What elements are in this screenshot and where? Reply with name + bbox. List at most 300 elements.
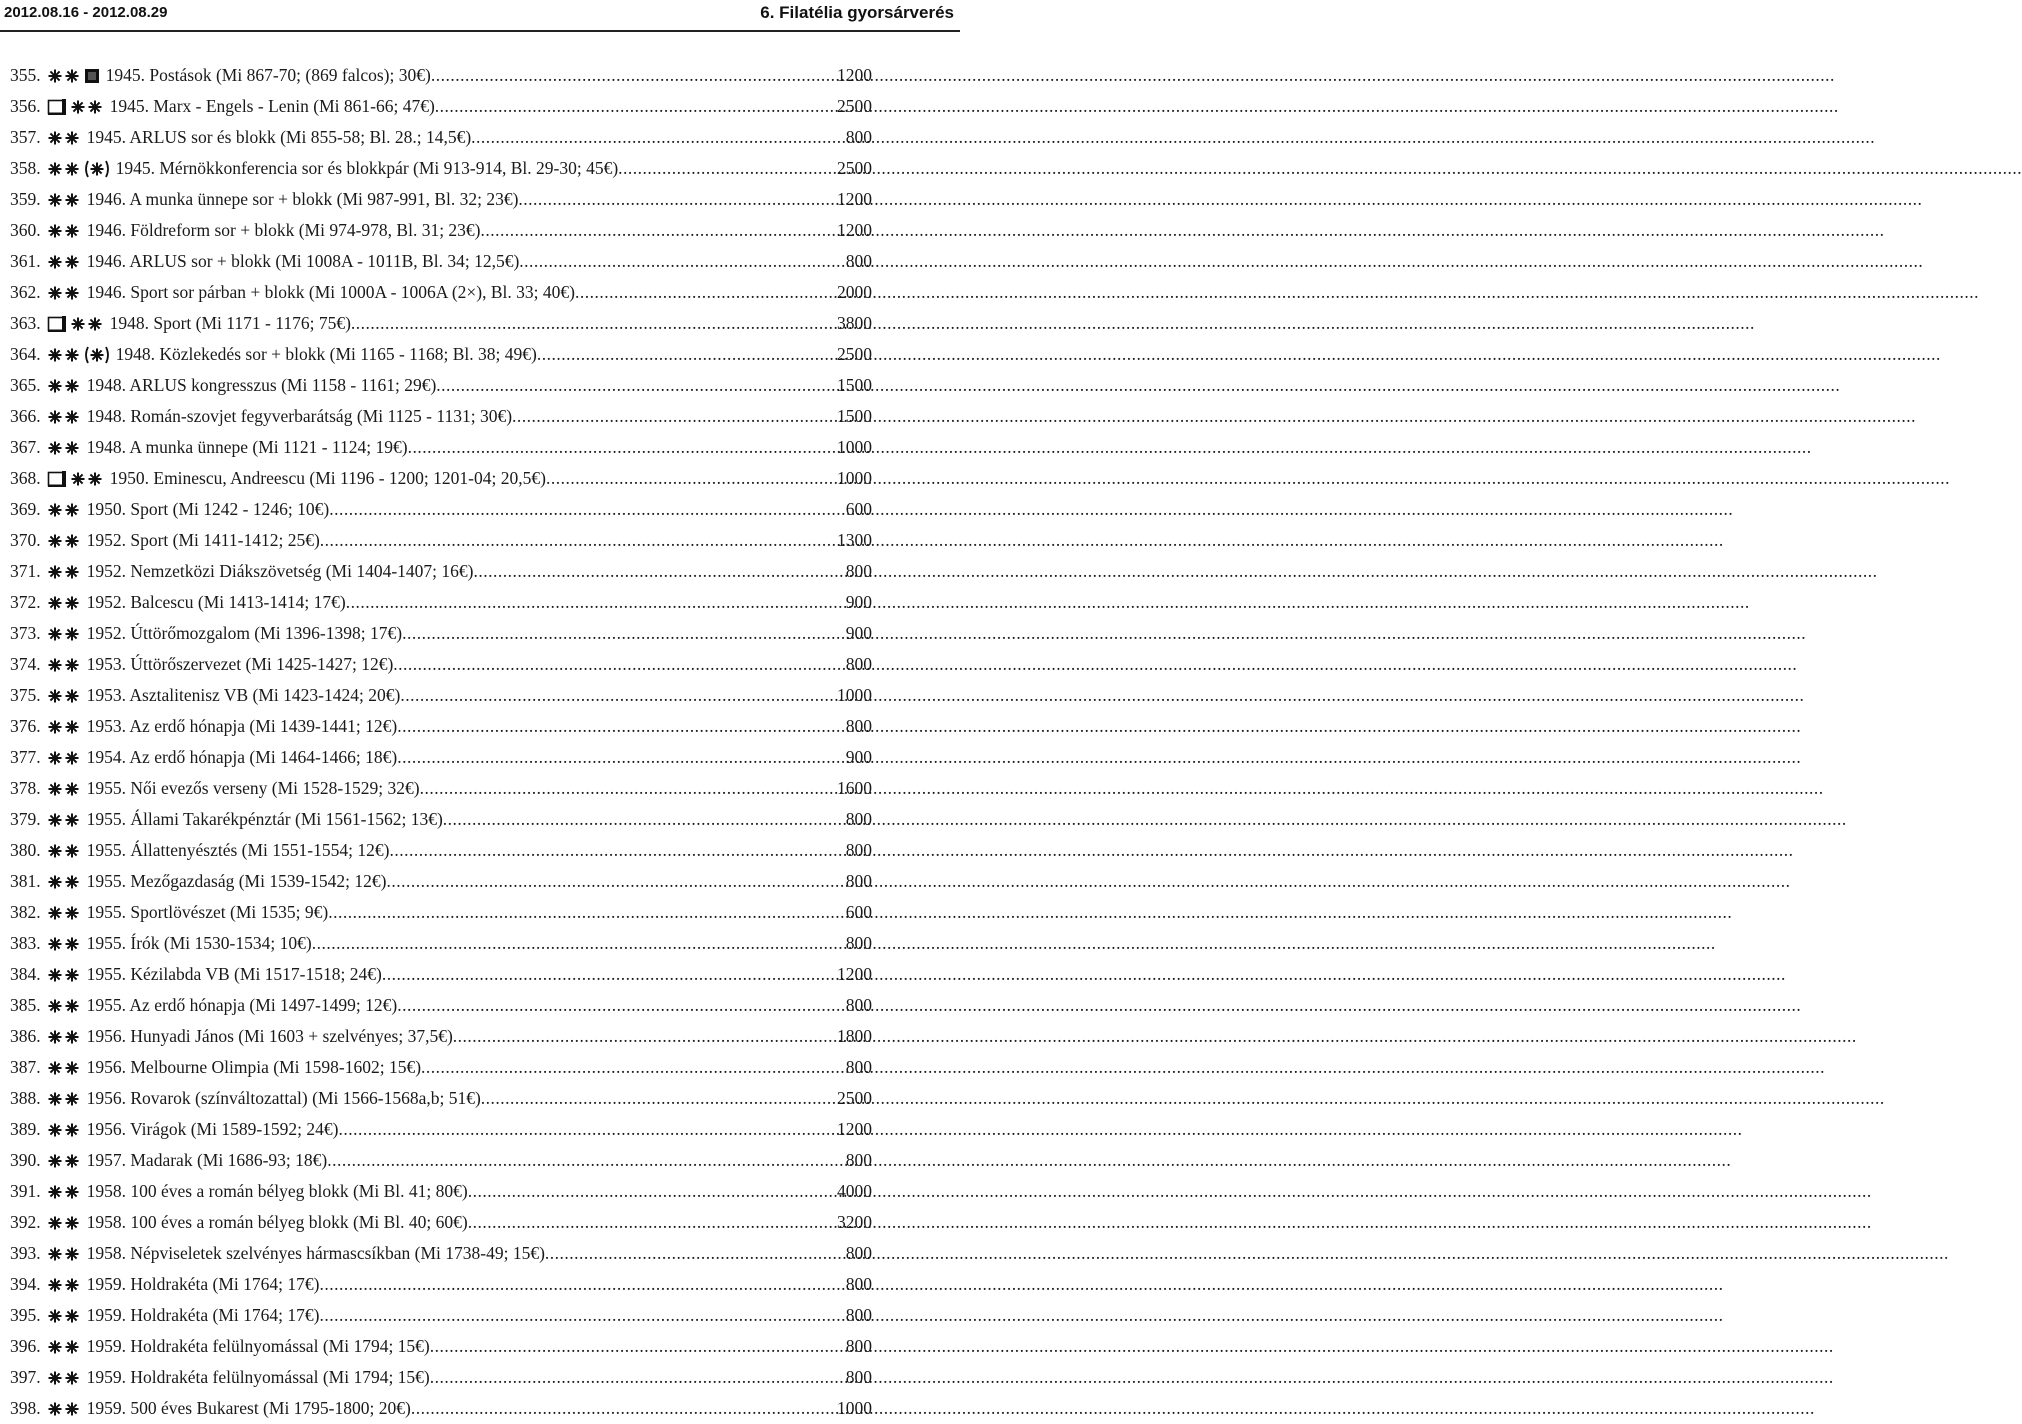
double-star-icon (47, 687, 81, 705)
double-star-icon (47, 377, 81, 395)
dot-leader (411, 1393, 837, 1424)
condition-icons (47, 1306, 81, 1326)
lot-row (10, 1114, 872, 1145)
double-star-icon (47, 656, 81, 674)
lot-number: 369. (10, 499, 41, 519)
lot-price: 2500 (837, 96, 872, 116)
double-star-icon (47, 1152, 81, 1170)
lot-description: 1946. Sport sor párban + blokk (Mi 1000A - 1006A (2×), Bl. 33; 40€) (86, 282, 575, 302)
double-star-icon (47, 1121, 81, 1139)
lot-number: 361. (10, 251, 41, 271)
lot-price: 1600 (837, 778, 872, 798)
dot-leader (519, 246, 845, 277)
lot-description: 1953. Asztalitenisz VB (Mi 1423-1424; 20€) (86, 685, 401, 705)
double-star-icon (47, 191, 81, 209)
double-star-icon (47, 594, 81, 612)
dot-leader (351, 308, 837, 339)
lot-row (10, 990, 872, 1021)
lot-description: 1945. ARLUS sor és blokk (Mi 855-58; Bl. 28.; 14,5€) (86, 127, 472, 147)
lot-row (10, 153, 872, 184)
dot-leader (431, 60, 837, 91)
lot-price: 3200 (837, 1212, 872, 1232)
lot-number: 389. (10, 1119, 41, 1139)
dot-leader (545, 1238, 846, 1269)
lot-number: 363. (10, 313, 41, 333)
dot-leader (328, 897, 846, 928)
lot-price: 800 (845, 809, 872, 829)
lot-number: 392. (10, 1212, 41, 1232)
double-star-icon (47, 160, 81, 178)
condition-icons (47, 624, 81, 644)
lot-number: 381. (10, 871, 41, 891)
lot-price: 800 (845, 871, 872, 891)
lot-row (10, 1021, 872, 1052)
lot-number: 357. (10, 127, 41, 147)
condition-icons (47, 593, 81, 613)
condition-icons (47, 1151, 81, 1171)
dot-leader (339, 1114, 838, 1145)
lot-price: 1200 (837, 65, 872, 85)
stamp-block-icon (47, 98, 67, 116)
condition-icons (47, 1275, 81, 1295)
double-star-icon (47, 966, 81, 984)
lot-price: 1200 (837, 189, 872, 209)
lot-row (10, 494, 872, 525)
lot-description: 1948. Sport (Mi 1171 - 1176; 75€) (109, 313, 351, 333)
double-star-icon (47, 749, 81, 767)
condition-icons (47, 407, 81, 427)
lot-number: 377. (10, 747, 41, 767)
condition-icons (47, 810, 81, 830)
double-star-icon (47, 501, 81, 519)
double-star-icon (47, 1338, 81, 1356)
lot-number: 379. (10, 809, 41, 829)
section-title: 6. Filatélia gyorsárverés (760, 3, 954, 22)
lot-number: 367. (10, 437, 41, 457)
lot-description: 1955. Sportlövészet (Mi 1535; 9€) (86, 902, 329, 922)
lot-description: 1948. A munka ünnepe (Mi 1121 - 1124; 19€) (86, 437, 408, 457)
lot-row (10, 60, 872, 91)
lot-price: 800 (845, 1367, 872, 1387)
dot-leader (389, 835, 845, 866)
lot-price: 1300 (837, 530, 872, 550)
double-star-icon (47, 1307, 81, 1325)
lot-price: 1200 (837, 1119, 872, 1139)
lot-number: 391. (10, 1181, 41, 1201)
lot-row (10, 959, 872, 990)
lot-row (10, 680, 872, 711)
double-star-icon (47, 780, 81, 798)
dot-leader (430, 1362, 846, 1393)
lot-description: 1945. Mérnökkonferencia sor és blokkpár (Mi 913-914, Bl. 29-30; 45€) (115, 158, 619, 178)
lot-description: 1955. Állattenyésztés (Mi 1551-1554; 12€) (86, 840, 390, 860)
lot-description: 1956. Virágok (Mi 1589-1592; 24€) (86, 1119, 339, 1139)
double-star-icon (47, 997, 81, 1015)
condition-icons (47, 655, 81, 675)
condition-icons (47, 1399, 81, 1419)
lot-row (10, 742, 872, 773)
condition-icons (47, 903, 81, 923)
lot-number: 393. (10, 1243, 41, 1263)
lot-row (10, 618, 872, 649)
condition-icons (47, 934, 81, 954)
lot-price: 800 (845, 1336, 872, 1356)
lot-row (10, 339, 872, 370)
lot-price: 1200 (837, 220, 872, 240)
dot-leader (320, 525, 837, 556)
double-star-icon (47, 842, 81, 860)
lot-description: 1959. Holdrakéta felülnyomással (Mi 1794; 15€) (86, 1336, 430, 1356)
lot-price: 600 (845, 499, 872, 519)
condition-icons (47, 1120, 81, 1140)
lot-number: 360. (10, 220, 41, 240)
lot-number: 371. (10, 561, 41, 581)
dot-leader (481, 1083, 837, 1114)
condition-icons (47, 283, 81, 303)
condition-icons (47, 221, 81, 241)
lot-number: 395. (10, 1305, 41, 1325)
lot-price: 800 (845, 251, 872, 271)
star-paren-icon (84, 160, 110, 178)
lot-price: 800 (845, 1274, 872, 1294)
double-star-icon (47, 904, 81, 922)
lot-number: 382. (10, 902, 41, 922)
stamp-block-icon (47, 315, 67, 333)
double-star-icon (47, 1369, 81, 1387)
double-star-icon (47, 222, 81, 240)
lot-description: 1948. ARLUS kongresszus (Mi 1158 - 1161; 29€) (86, 375, 437, 395)
condition-icons (47, 965, 81, 985)
lot-row (10, 246, 872, 277)
lot-row (10, 401, 872, 432)
double-star-icon (47, 935, 81, 953)
lot-description: 1952. Nemzetközi Diákszövetség (Mi 1404-1407; 16€) (86, 561, 474, 581)
dot-leader (420, 773, 837, 804)
lot-row (10, 1269, 872, 1300)
lot-price: 1500 (837, 375, 872, 395)
lot-description: 1950. Sport (Mi 1242 - 1246; 10€) (86, 499, 330, 519)
dot-leader (537, 339, 837, 370)
lot-number: 397. (10, 1367, 41, 1387)
lot-description: 1945. Marx - Engels - Lenin (Mi 861-66; 47€) (109, 96, 435, 116)
lot-description: 1946. A munka ünnepe sor + blokk (Mi 987-991, Bl. 32; 23€) (86, 189, 519, 209)
dot-leader (329, 494, 846, 525)
lot-price: 1000 (837, 437, 872, 457)
double-star-icon (47, 284, 81, 302)
lot-row (10, 1176, 872, 1207)
lot-description: 1954. Az erdő hónapja (Mi 1464-1466; 18€) (86, 747, 398, 767)
lot-price: 900 (845, 747, 872, 767)
dot-leader (468, 1176, 837, 1207)
lot-price: 1000 (837, 685, 872, 705)
condition-icons (47, 128, 81, 148)
double-star-icon (47, 1183, 81, 1201)
lot-price: 2500 (837, 344, 872, 364)
lot-number: 380. (10, 840, 41, 860)
lot-description: 1958. 100 éves a román bélyeg blokk (Mi Bl. 40; 60€) (86, 1212, 468, 1232)
double-star-icon (47, 532, 81, 550)
dot-leader (546, 463, 837, 494)
double-star-icon (47, 1028, 81, 1046)
lot-row (10, 1207, 872, 1238)
lot-description: 1956. Hunyadi János (Mi 1603 + szelvényes; 37,5€) (86, 1026, 453, 1046)
lot-description: 1953. Úttörőszervezet (Mi 1425-1427; 12€) (86, 654, 394, 674)
condition-icons (47, 686, 81, 706)
header-rule (0, 30, 960, 32)
lot-price: 3800 (837, 313, 872, 333)
lot-price: 800 (845, 995, 872, 1015)
lot-description: 1952. Úttörőmozgalom (Mi 1396-1398; 17€) (86, 623, 403, 643)
lot-description: 1956. Melbourne Olimpia (Mi 1598-1602; 15€) (86, 1057, 422, 1077)
double-star-icon (70, 98, 104, 116)
double-star-icon (47, 811, 81, 829)
lot-price: 1200 (837, 964, 872, 984)
dot-leader (382, 959, 837, 990)
dot-leader (436, 370, 837, 401)
lot-description: 1955. Állami Takarékpénztár (Mi 1561-1562; 13€) (86, 809, 443, 829)
lot-row (10, 432, 872, 463)
condition-icons (47, 1368, 81, 1388)
lot-list (10, 60, 872, 1424)
lot-row (10, 928, 872, 959)
lot-description: 1959. Holdrakéta (Mi 1764; 17€) (86, 1274, 320, 1294)
lot-number: 365. (10, 375, 41, 395)
lot-row (10, 587, 872, 618)
lot-price: 800 (845, 1150, 872, 1170)
lot-row (10, 1393, 872, 1424)
lot-number: 387. (10, 1057, 41, 1077)
lot-price: 800 (845, 1243, 872, 1263)
dot-leader (400, 680, 837, 711)
dot-leader (387, 866, 846, 897)
condition-icons (47, 779, 81, 799)
lot-row (10, 1238, 872, 1269)
lot-price: 800 (845, 716, 872, 736)
dot-leader (471, 122, 846, 153)
lot-row (10, 525, 872, 556)
lot-price: 1000 (837, 1398, 872, 1418)
condition-icons (47, 748, 81, 768)
double-star-icon (47, 346, 81, 364)
condition-icons (47, 376, 81, 396)
lot-number: 356. (10, 96, 41, 116)
lot-number: 383. (10, 933, 41, 953)
lot-row (10, 215, 872, 246)
dot-leader (435, 91, 837, 122)
condition-icons (47, 469, 104, 489)
double-star-icon (47, 1214, 81, 1232)
condition-icons (47, 1058, 81, 1078)
lot-number: 378. (10, 778, 41, 798)
double-star-icon (47, 408, 81, 426)
lot-description: 1946. ARLUS sor + blokk (Mi 1008A - 1011B, Bl. 34; 12,5€) (86, 251, 520, 271)
lot-row (10, 184, 872, 215)
lot-row (10, 308, 872, 339)
lot-price: 800 (845, 1057, 872, 1077)
lot-description: 1958. 100 éves a román bélyeg blokk (Mi Bl. 41; 80€) (86, 1181, 468, 1201)
dot-leader (575, 277, 837, 308)
lot-price: 900 (845, 623, 872, 643)
condition-icons (47, 252, 81, 272)
full-block-icon (84, 67, 100, 85)
dot-leader (327, 1145, 846, 1176)
condition-icons (47, 345, 110, 365)
lot-number: 398. (10, 1398, 41, 1418)
lot-description: 1958. Népviseletek szelvényes hármascsíkban (Mi 1738-49; 15€) (86, 1243, 545, 1263)
lot-row (10, 1300, 872, 1331)
lot-row (10, 1052, 872, 1083)
lot-row (10, 897, 872, 928)
double-star-icon (47, 873, 81, 891)
lot-description: 1948. Román-szovjet fegyverbarátság (Mi 1125 - 1131; 30€) (86, 406, 513, 426)
lot-row (10, 649, 872, 680)
lot-description: 1955. Női evezős verseny (Mi 1528-1529; 32€) (86, 778, 420, 798)
condition-icons (47, 996, 81, 1016)
lot-row (10, 556, 872, 587)
dot-leader (474, 556, 846, 587)
dot-leader (481, 215, 837, 246)
lot-number: 396. (10, 1336, 41, 1356)
lot-number: 384. (10, 964, 41, 984)
lot-row (10, 122, 872, 153)
condition-icons (47, 97, 104, 117)
double-star-icon (70, 315, 104, 333)
condition-icons (47, 562, 81, 582)
lot-price: 2000 (837, 282, 872, 302)
dot-leader (430, 1331, 846, 1362)
lot-row (10, 773, 872, 804)
dot-leader (453, 1021, 837, 1052)
double-star-icon (47, 1245, 81, 1263)
page-header (0, 0, 960, 40)
double-star-icon (70, 470, 104, 488)
lot-number: 376. (10, 716, 41, 736)
condition-icons (47, 159, 110, 179)
lot-number: 372. (10, 592, 41, 612)
lot-price: 800 (845, 933, 872, 953)
lot-price: 4000 (837, 1181, 872, 1201)
dot-leader (618, 153, 837, 184)
lot-number: 364. (10, 344, 41, 364)
lot-price: 800 (845, 654, 872, 674)
lot-description: 1959. Holdrakéta felülnyomással (Mi 1794; 15€) (86, 1367, 430, 1387)
dot-leader (443, 804, 846, 835)
condition-icons (47, 1244, 81, 1264)
lot-row (10, 1083, 872, 1114)
dot-leader (397, 742, 846, 773)
lot-price: 1000 (837, 468, 872, 488)
lot-row (10, 711, 872, 742)
lot-number: 385. (10, 995, 41, 1015)
star-paren-icon (84, 346, 110, 364)
lot-price: 800 (845, 840, 872, 860)
dot-leader (512, 401, 837, 432)
double-star-icon (47, 1400, 81, 1418)
stamp-block-icon (47, 470, 67, 488)
dot-leader (397, 990, 846, 1021)
condition-icons (47, 438, 81, 458)
lot-number: 390. (10, 1150, 41, 1170)
condition-icons (47, 190, 81, 210)
lot-description: 1959. 500 éves Bukarest (Mi 1795-1800; 20€) (86, 1398, 411, 1418)
double-star-icon (47, 1276, 81, 1294)
lot-price: 800 (845, 127, 872, 147)
lot-price: 800 (845, 561, 872, 581)
condition-icons (47, 872, 81, 892)
lot-number: 394. (10, 1274, 41, 1294)
lot-description: 1955. Az erdő hónapja (Mi 1497-1499; 12€) (86, 995, 398, 1015)
condition-icons (47, 500, 81, 520)
lot-row (10, 804, 872, 835)
lot-price: 1500 (837, 406, 872, 426)
dot-leader (346, 587, 846, 618)
dot-leader (518, 184, 837, 215)
dot-leader (402, 618, 846, 649)
lot-description: 1956. Rovarok (színváltozattal) (Mi 1566-1568a,b; 51€) (86, 1088, 481, 1108)
double-star-icon (47, 1059, 81, 1077)
dot-leader (319, 1300, 845, 1331)
condition-icons (47, 1337, 81, 1357)
lot-price: 900 (845, 592, 872, 612)
lot-description: 1948. Közlekedés sor + blokk (Mi 1165 - 1168; Bl. 38; 49€) (115, 344, 537, 364)
condition-icons (47, 1027, 81, 1047)
lot-number: 368. (10, 468, 41, 488)
double-star-icon (47, 253, 81, 271)
lot-number: 362. (10, 282, 41, 302)
lot-row (10, 866, 872, 897)
double-star-icon (47, 625, 81, 643)
lot-row (10, 1145, 872, 1176)
lot-number: 358. (10, 158, 41, 178)
lot-number: 374. (10, 654, 41, 674)
lot-price: 1800 (837, 1026, 872, 1046)
lot-number: 375. (10, 685, 41, 705)
lot-number: 373. (10, 623, 41, 643)
double-star-icon (47, 439, 81, 457)
condition-icons (47, 1182, 81, 1202)
dot-leader (393, 649, 845, 680)
double-star-icon (47, 563, 81, 581)
date-range: 2012.08.16 - 2012.08.29 (4, 4, 168, 21)
lot-description: 1945. Postások (Mi 867-70; (869 falcos); 30€) (105, 65, 431, 85)
lot-row (10, 463, 872, 494)
lot-row (10, 835, 872, 866)
condition-icons (47, 717, 81, 737)
dot-leader (397, 711, 846, 742)
condition-icons (47, 314, 104, 334)
condition-icons (47, 1089, 81, 1109)
dot-leader (468, 1207, 837, 1238)
dot-leader (421, 1052, 846, 1083)
lot-number: 388. (10, 1088, 41, 1108)
lot-number: 370. (10, 530, 41, 550)
lot-row (10, 277, 872, 308)
lot-description: 1957. Madarak (Mi 1686-93; 18€) (86, 1150, 328, 1170)
lot-number: 355. (10, 65, 41, 85)
condition-icons (47, 841, 81, 861)
double-star-icon (47, 718, 81, 736)
lot-description: 1959. Holdrakéta (Mi 1764; 17€) (86, 1305, 320, 1325)
lot-row (10, 91, 872, 122)
lot-description: 1952. Sport (Mi 1411-1412; 25€) (86, 530, 320, 550)
lot-description: 1953. Az erdő hónapja (Mi 1439-1441; 12€) (86, 716, 398, 736)
lot-number: 359. (10, 189, 41, 209)
lot-description: 1946. Földreform sor + blokk (Mi 974-978, Bl. 31; 23€) (86, 220, 481, 240)
condition-icons (47, 531, 81, 551)
lot-price: 2500 (837, 1088, 872, 1108)
lot-price: 600 (845, 902, 872, 922)
lot-number: 366. (10, 406, 41, 426)
